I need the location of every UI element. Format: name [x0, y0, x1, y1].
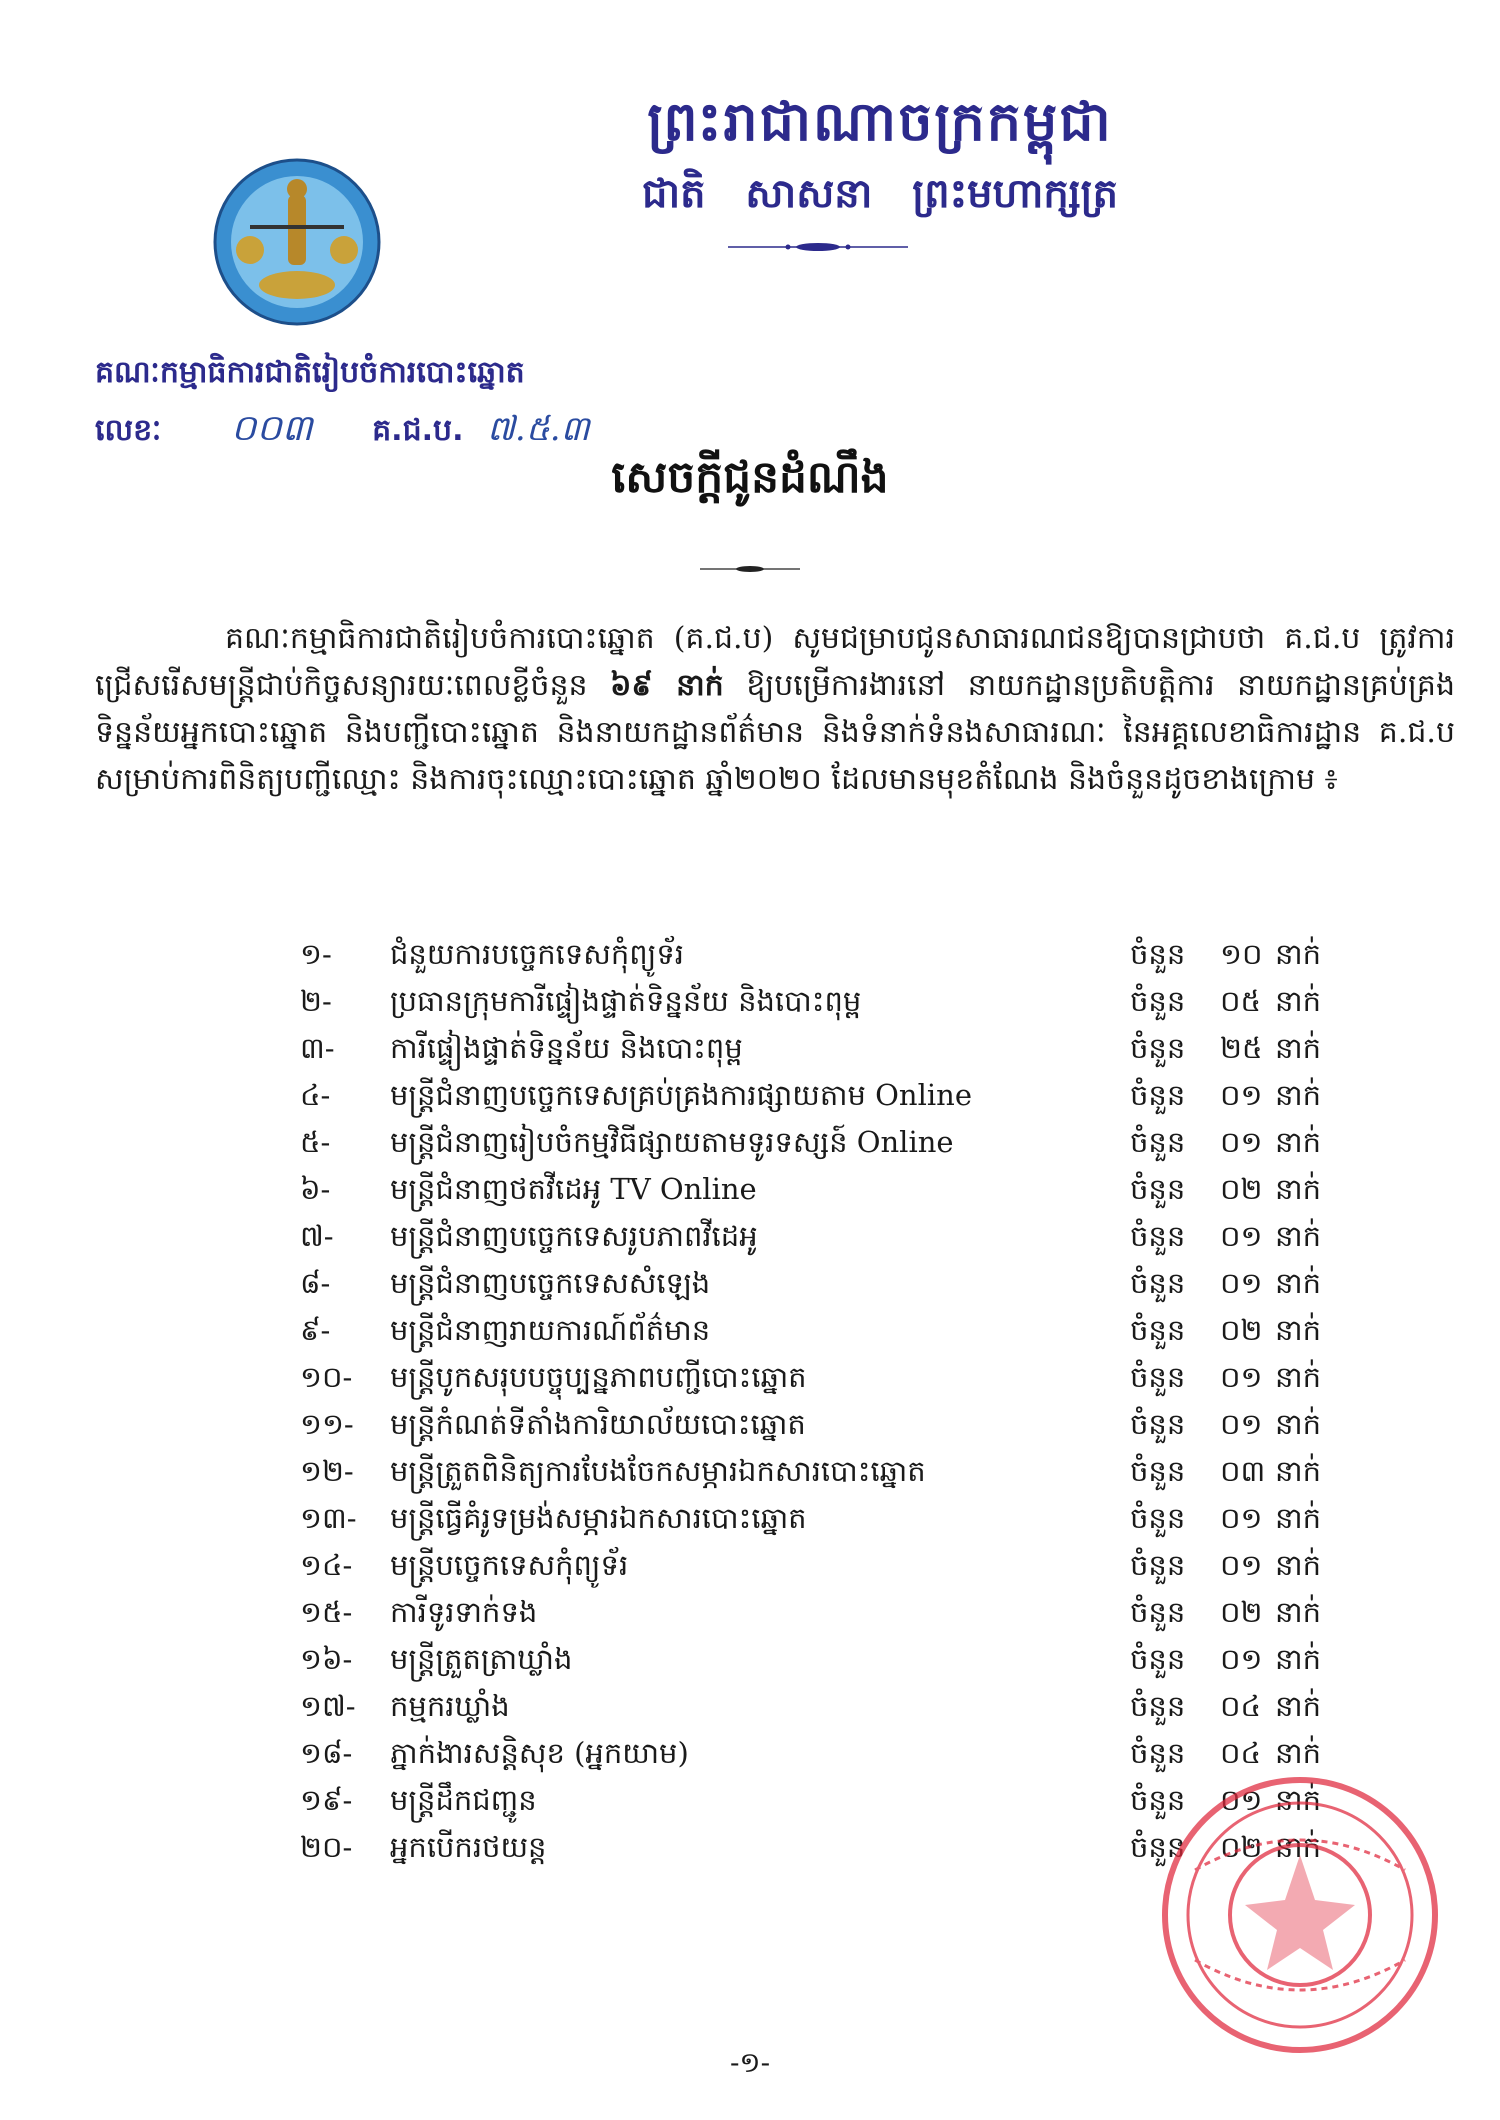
count-label: ចំនួន [1130, 1360, 1186, 1394]
count-unit: នាក់ [1275, 1125, 1322, 1159]
count-unit: នាក់ [1275, 1454, 1322, 1488]
official-seal-icon [1155, 1770, 1445, 2060]
position-title: មន្ត្រីធ្វើគំរូទម្រង់សម្ភារឯកសារបោះឆ្នោត [390, 1501, 807, 1535]
position-number: ២០- [300, 1830, 353, 1864]
position-count: ០២ [1220, 1595, 1263, 1629]
document-title: សេចក្ដីជូនដំណឹង [611, 452, 889, 503]
position-title: ការីផ្ទៀងផ្ទាត់ទិន្នន័យ និងបោះពុម្ព [390, 1031, 743, 1065]
count-label: ចំនួន [1130, 1595, 1186, 1629]
position-title: មន្ត្រីត្រួតពិនិត្យការបែងចែកសម្ភារឯកសារបោះឆ្នោត [390, 1454, 926, 1488]
count-label: ចំនួន [1130, 1548, 1186, 1582]
count-unit: នាក់ [1275, 1266, 1322, 1300]
position-count: ០១ [1220, 1407, 1263, 1441]
position-title: មន្ត្រីជំនាញបច្ចេកទេសសំឡេង [390, 1266, 711, 1300]
position-number: ១៤- [300, 1548, 353, 1582]
count-label: ចំនួន [1130, 1736, 1186, 1770]
position-number: ៦- [300, 1172, 331, 1206]
position-number: ១១- [300, 1407, 354, 1441]
count-unit: នាក់ [1275, 1407, 1322, 1441]
position-row [300, 1501, 1360, 1548]
title-ornament [700, 564, 800, 574]
count-label: ចំនួន [1130, 1783, 1186, 1817]
count-unit: នាក់ [1275, 1360, 1322, 1394]
count-unit: នាក់ [1275, 1031, 1322, 1065]
position-row [300, 1313, 1360, 1360]
position-count: ០២ [1220, 1172, 1263, 1206]
position-count: ០១ [1220, 1501, 1263, 1535]
position-count: ០១ [1220, 1783, 1263, 1817]
intro-paragraph [95, 615, 1455, 803]
position-row [300, 1454, 1360, 1501]
position-title: មន្ត្រីជំនាញបច្ចេកទេសរូបភាពវីដេអូ [390, 1219, 758, 1253]
count-label: ចំនួន [1130, 1219, 1186, 1253]
position-row [300, 1548, 1360, 1595]
position-count: ០១ [1220, 1219, 1263, 1253]
paragraph-text-1: គណៈកម្មាធិការជាតិរៀបចំការបោះឆ្នោត (គ.ជ.ប) សូមជម្រាបជូនសាធារណជនឱ្យបានជ្រាបថា គ.ជ.ប ត្រូវការជ្រើសរើសមន្ត្រីជាប់កិច្ចសន្យារយៈពេលខ្លីចំនួន [95, 621, 1455, 703]
position-title: មន្ត្រីជំនាញបច្ចេកទេសគ្រប់គ្រងការផ្សាយតាម Online [390, 1078, 972, 1112]
position-row [300, 1172, 1360, 1219]
count-label: ចំនួន [1130, 984, 1186, 1018]
position-count: ០១ [1220, 1548, 1263, 1582]
count-label: ចំនួន [1130, 1031, 1186, 1065]
position-number: ១២- [300, 1454, 354, 1488]
position-count: ០២ [1220, 1313, 1263, 1347]
ref-label: លេខៈ [95, 413, 162, 448]
position-row [300, 937, 1360, 984]
paragraph-text-2: ឱ្យបម្រើការងារនៅ នាយកដ្ឋានប្រតិបត្តិការ នាយកដ្ឋានគ្រប់គ្រងទិន្នន័យអ្នកបោះឆ្នោត និងបញ្ជីបោះឆ្នោត និងនាយកដ្ឋានព័ត៌មាន និងទំនាក់ទំនងសាធារណៈ នៃអគ្គលេខាធិការដ្ឋាន គ.ជ.ប សម្រាប់ការពិនិត្យបញ្ជីឈ្មោះ និងការចុះឈ្មោះបោះឆ្នោត ឆ្នាំ២០២០ ដែលមានមុខតំណែង និងចំនួនដូចខាងក្រោម ៖ [95, 668, 1455, 797]
position-number: ២- [300, 984, 332, 1018]
position-number: ៥- [300, 1125, 331, 1159]
position-number: ១៨- [300, 1736, 353, 1770]
position-number: ១០- [300, 1360, 353, 1394]
position-row [300, 1125, 1360, 1172]
count-unit: នាក់ [1275, 1078, 1322, 1112]
count-unit: នាក់ [1275, 984, 1322, 1018]
position-title: អ្នកបើករថយន្ត [390, 1830, 547, 1864]
count-unit: នាក់ [1275, 1783, 1322, 1817]
position-row [300, 1360, 1360, 1407]
position-count: ២៥ [1220, 1031, 1263, 1065]
position-count: ០៤ [1220, 1736, 1262, 1770]
count-label: ចំនួន [1130, 1172, 1186, 1206]
position-count: ១០ [1220, 937, 1263, 971]
position-title: ប្រធានក្រុមការីផ្ទៀងផ្ទាត់ទិន្នន័យ និងបោះពុម្ព [390, 984, 862, 1018]
count-unit: នាក់ [1275, 1219, 1322, 1253]
position-number: ១៧- [300, 1689, 356, 1723]
count-label: ចំនួន [1130, 1830, 1186, 1864]
ref-date: ៧.៥.៣ [487, 409, 590, 449]
count-label: ចំនួន [1130, 1313, 1186, 1347]
position-number: ៤- [300, 1078, 331, 1112]
paragraph-highlight: ៦៩ នាក់ [610, 668, 724, 703]
position-number: ១៩- [300, 1783, 353, 1817]
ornament-divider [728, 241, 908, 253]
ref-code: គ.ជ.ប. [372, 413, 464, 448]
position-row [300, 1266, 1360, 1313]
count-unit: នាក់ [1275, 1313, 1322, 1347]
position-title: ភ្នាក់ងារសន្តិសុខ (អ្នកយាម) [390, 1736, 689, 1770]
position-title: មន្ត្រីត្រួតត្រាឃ្លាំង [390, 1642, 573, 1676]
position-count: ០៣ [1220, 1454, 1266, 1488]
position-count: ០១ [1220, 1078, 1263, 1112]
position-title: មន្ត្រីបច្ចេកទេសកុំព្យូទ័រ [390, 1548, 629, 1582]
position-count: ០១ [1220, 1266, 1263, 1300]
position-title: មន្ត្រីជំនាញរៀបចំកម្មវិធីផ្សាយតាមទូរទស្សន៍ Online [390, 1125, 954, 1159]
count-unit: នាក់ [1275, 1595, 1322, 1629]
count-label: ចំនួន [1130, 1125, 1186, 1159]
position-title: មន្ត្រីជំនាញថតវីដេអូ TV Online [390, 1172, 757, 1206]
position-title: កម្មករឃ្លាំង [390, 1689, 510, 1723]
count-unit: នាក់ [1275, 1501, 1322, 1535]
nec-logo-icon [210, 155, 385, 330]
position-row [300, 1031, 1360, 1078]
position-number: ១៣- [300, 1501, 357, 1535]
position-title: ការីទូរទាក់ទង [390, 1595, 538, 1629]
position-count: ០៤ [1220, 1689, 1262, 1723]
ref-number: ០០៣ [230, 408, 313, 449]
position-number: ១៦- [300, 1642, 353, 1676]
position-title: មន្ត្រីជំនាញរាយការណ៍ព័ត៌មាន [390, 1313, 711, 1347]
position-count: ០៥ [1220, 984, 1262, 1018]
count-unit: នាក់ [1275, 937, 1322, 971]
count-label: ចំនួន [1130, 1501, 1186, 1535]
position-row [300, 1407, 1360, 1454]
position-count: ០១ [1220, 1642, 1263, 1676]
count-label: ចំនួន [1130, 1407, 1186, 1441]
count-unit: នាក់ [1275, 1172, 1322, 1206]
position-number: ៧- [300, 1219, 334, 1253]
position-row [300, 1078, 1360, 1125]
count-unit: នាក់ [1275, 1736, 1322, 1770]
position-number: ៩- [300, 1313, 331, 1347]
position-row [300, 1689, 1360, 1736]
position-number: ៨- [300, 1266, 331, 1300]
position-count: ០១ [1220, 1360, 1263, 1394]
position-row [300, 1642, 1360, 1689]
count-unit: នាក់ [1275, 1642, 1322, 1676]
position-row [300, 1595, 1360, 1642]
position-title: មន្ត្រីបូកសរុបបច្ចុប្បន្នភាពបញ្ជីបោះឆ្នោត [390, 1360, 807, 1394]
count-label: ចំនួន [1130, 1454, 1186, 1488]
position-count: ០១ [1220, 1125, 1263, 1159]
position-row [300, 1219, 1360, 1266]
count-unit: នាក់ [1275, 1830, 1322, 1864]
position-row [300, 984, 1360, 1031]
position-number: ១- [300, 937, 332, 971]
position-title: ជំនួយការបច្ចេកទេសកុំព្យូទ័រ [390, 937, 684, 971]
position-title: មន្ត្រីដឹកជញ្ជូន [390, 1783, 537, 1817]
positions-list [300, 937, 1360, 1877]
kingdom-title: ព្រះរាជាណាចក្រកម្ពុជា [647, 90, 1113, 153]
committee-name: គណៈកម្មាធិការជាតិរៀបចំការបោះឆ្នោត [95, 355, 525, 390]
position-count: ០២ [1220, 1830, 1263, 1864]
count-label: ចំនួន [1130, 937, 1186, 971]
position-number: ៣- [300, 1031, 335, 1065]
position-number: ១៥- [300, 1595, 353, 1629]
count-unit: នាក់ [1275, 1548, 1322, 1582]
position-title: មន្ត្រីកំណត់ទីតាំងការិយាល័យបោះឆ្នោត [390, 1407, 806, 1441]
count-label: ចំនួន [1130, 1642, 1186, 1676]
page-number: -១- [729, 2046, 771, 2079]
count-label: ចំនួន [1130, 1689, 1186, 1723]
kingdom-motto: ជាតិ សាសនា ព្រះមហាក្សត្រ [642, 171, 1118, 217]
count-unit: នាក់ [1275, 1689, 1322, 1723]
count-label: ចំនួន [1130, 1078, 1186, 1112]
count-label: ចំនួន [1130, 1266, 1186, 1300]
